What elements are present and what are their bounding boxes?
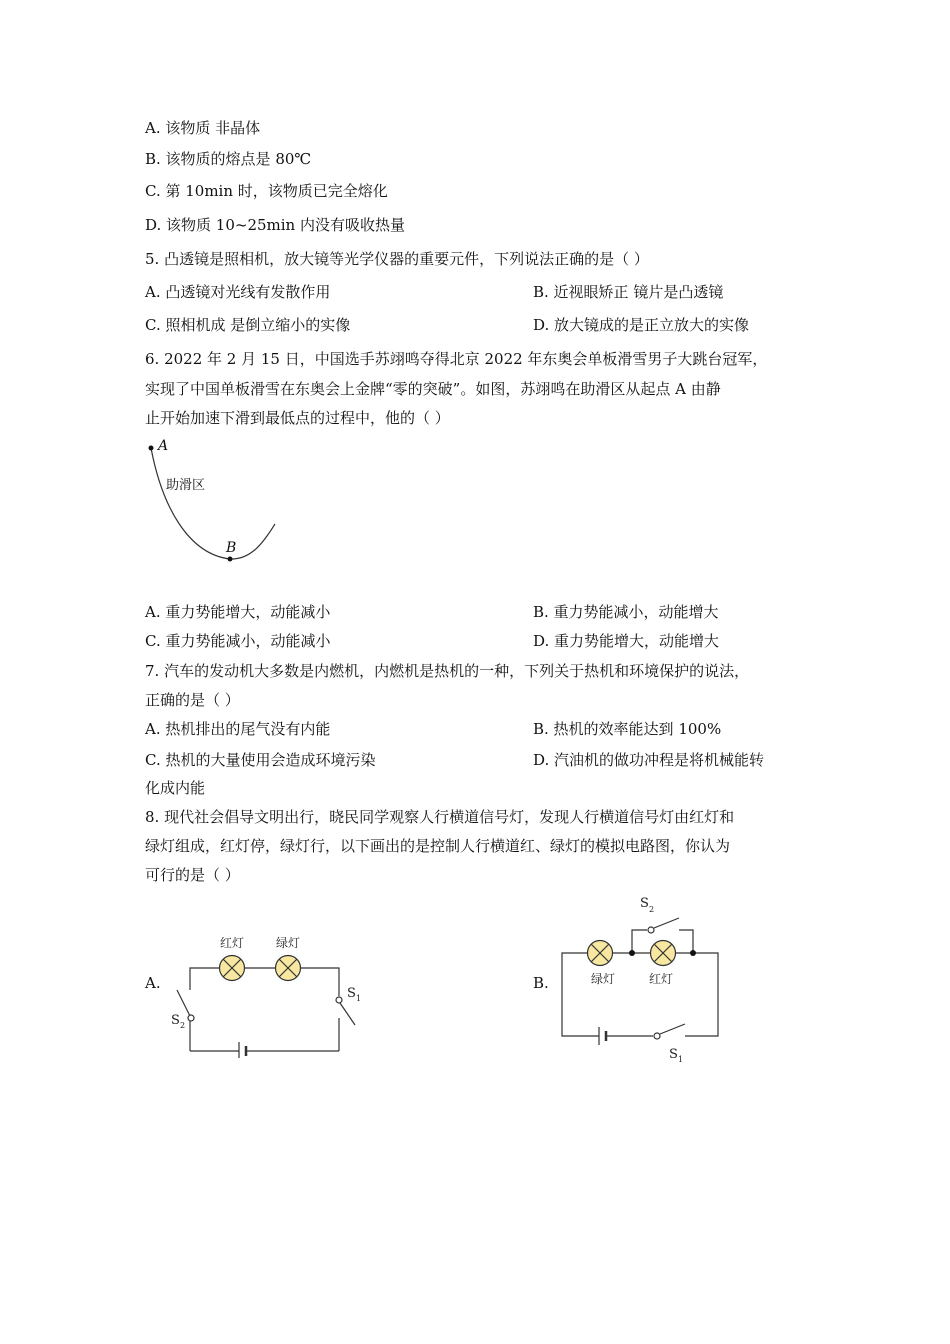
circuit-b-s2-label: S (640, 896, 649, 911)
circuit-b-wire-left (562, 953, 599, 1036)
q5-option-d: D. 放大镜成的是正立放大的实像 (533, 316, 750, 334)
q5-stem: 5. 凸透镜是照相机，放大镜等光学仪器的重要元件，下列说法正确的是（ ） (145, 250, 649, 268)
circuit-b-s1-label: S (669, 1047, 678, 1062)
run-in-region-label: 助滑区 (166, 478, 206, 493)
q6-option-c: C. 重力势能减小，动能减小 (145, 632, 331, 650)
q7-stem-line1: 7. 汽车的发动机大多数是内燃机，内燃机是热机的一种，下列关于热机和环境保护的说法， (145, 662, 750, 680)
circuit-a-s2-label: S (171, 1013, 180, 1028)
circuit-a-s1-subscript: 1 (356, 994, 362, 1003)
q4-option-c: C. 第 10min 时，该物质已完全熔化 (145, 182, 388, 200)
q5-option-b: B. 近视眼矫正 镜片是凸透镜 (533, 283, 724, 301)
circuit-a-green-lamp-label: 绿灯 (276, 936, 301, 950)
circuit-a-wire-top-right (301, 968, 339, 990)
circuit-a-wire-top-left (190, 968, 219, 990)
circuit-b-red-lamp-label: 红灯 (649, 972, 674, 986)
q4-option-a: A. 该物质 非晶体 (145, 119, 261, 137)
q7-option-b: B. 热机的效率能达到 100% (533, 720, 722, 738)
q6-stem-line3: 止开始加速下滑到最低点的过程中，他的（ ） (145, 409, 450, 427)
circuit-b-diagram (555, 890, 730, 1065)
q7-option-c: C. 热机的大量使用会造成环境污染 (145, 751, 376, 769)
circuit-a-s1-label: S (347, 986, 356, 1001)
circuit-b-wire-bypass-left (632, 930, 647, 953)
q8-stem-line2: 绿灯组成，红灯停，绿灯行，以下画出的是控制人行横道红、绿灯的模拟电路图，你认为 (145, 837, 731, 855)
point-a-label: A (158, 438, 169, 454)
circuit-b-wire-right (676, 953, 718, 1036)
q5-option-a: A. 凸透镜对光线有发散作用 (145, 283, 331, 301)
circuit-b-red-lamp (651, 941, 676, 966)
circuit-a-diagram (165, 928, 365, 1058)
circuit-b-junction-right (690, 950, 696, 956)
q7-option-d-cont: 化成内能 (145, 779, 206, 797)
point-a-dot (149, 446, 154, 451)
circuit-a-battery (239, 1042, 246, 1058)
q6-option-d: D. 重力势能增大，动能增大 (533, 632, 720, 650)
circuit-b-battery (599, 1027, 606, 1045)
circuit-a-red-lamp-label: 红灯 (220, 936, 245, 950)
q5-option-c: C. 照相机成 是倒立缩小的实像 (145, 316, 351, 334)
point-b-label: B (226, 540, 237, 556)
q7-option-a: A. 热机排出的尾气没有内能 (145, 720, 331, 738)
q8-stem-line1: 8. 现代社会倡导文明出行，晓民同学观察人行横道信号灯，发现人行横道信号灯由红灯和 (145, 808, 735, 826)
point-b-dot (228, 557, 233, 562)
circuit-b-switch-s1 (654, 1024, 685, 1039)
circuit-b-s2-subscript: 2 (649, 905, 655, 914)
q4-option-b: B. 该物质的熔点是 80℃ (145, 150, 312, 168)
q6-stem-line1: 6. 2022 年 2 月 15 日，中国选手苏翊鸣夺得北京 2022 年东奥会单板滑雪男子大跳台冠军， (145, 350, 768, 368)
circuit-b-green-lamp (588, 941, 613, 966)
circuit-a-red-lamp (220, 956, 245, 981)
circuit-b-s1-subscript: 1 (678, 1055, 684, 1064)
q6-option-a: A. 重力势能增大，动能减小 (145, 603, 331, 621)
q7-option-d: D. 汽油机的做功冲程是将机械能转 (533, 751, 765, 769)
ski-slope-figure (140, 436, 290, 571)
ski-slope-curve (151, 448, 275, 559)
circuit-a-green-lamp (276, 956, 301, 981)
q8-stem-line3: 可行的是（ ） (145, 866, 240, 884)
q6-stem-line2: 实现了中国单板滑雪在东奥会上金牌“零的突破”。如图，苏翊鸣在助滑区从起点 A 由静 (145, 380, 721, 398)
circuit-a-s2-subscript: 2 (180, 1021, 186, 1030)
circuit-b-green-lamp-label: 绿灯 (591, 972, 616, 986)
circuit-b-option-label: B. (533, 974, 549, 992)
circuit-a-option-label: A. (145, 974, 161, 992)
circuit-b-switch-s2 (648, 918, 679, 933)
circuit-b-wire-bypass-right (679, 930, 693, 953)
q4-option-d: D. 该物质 10~25min 内没有吸收热量 (145, 216, 405, 234)
circuit-b-junction-left (629, 950, 635, 956)
q7-stem-line2: 正确的是（ ） (145, 691, 240, 709)
q6-option-b: B. 重力势能减小，动能增大 (533, 603, 719, 621)
